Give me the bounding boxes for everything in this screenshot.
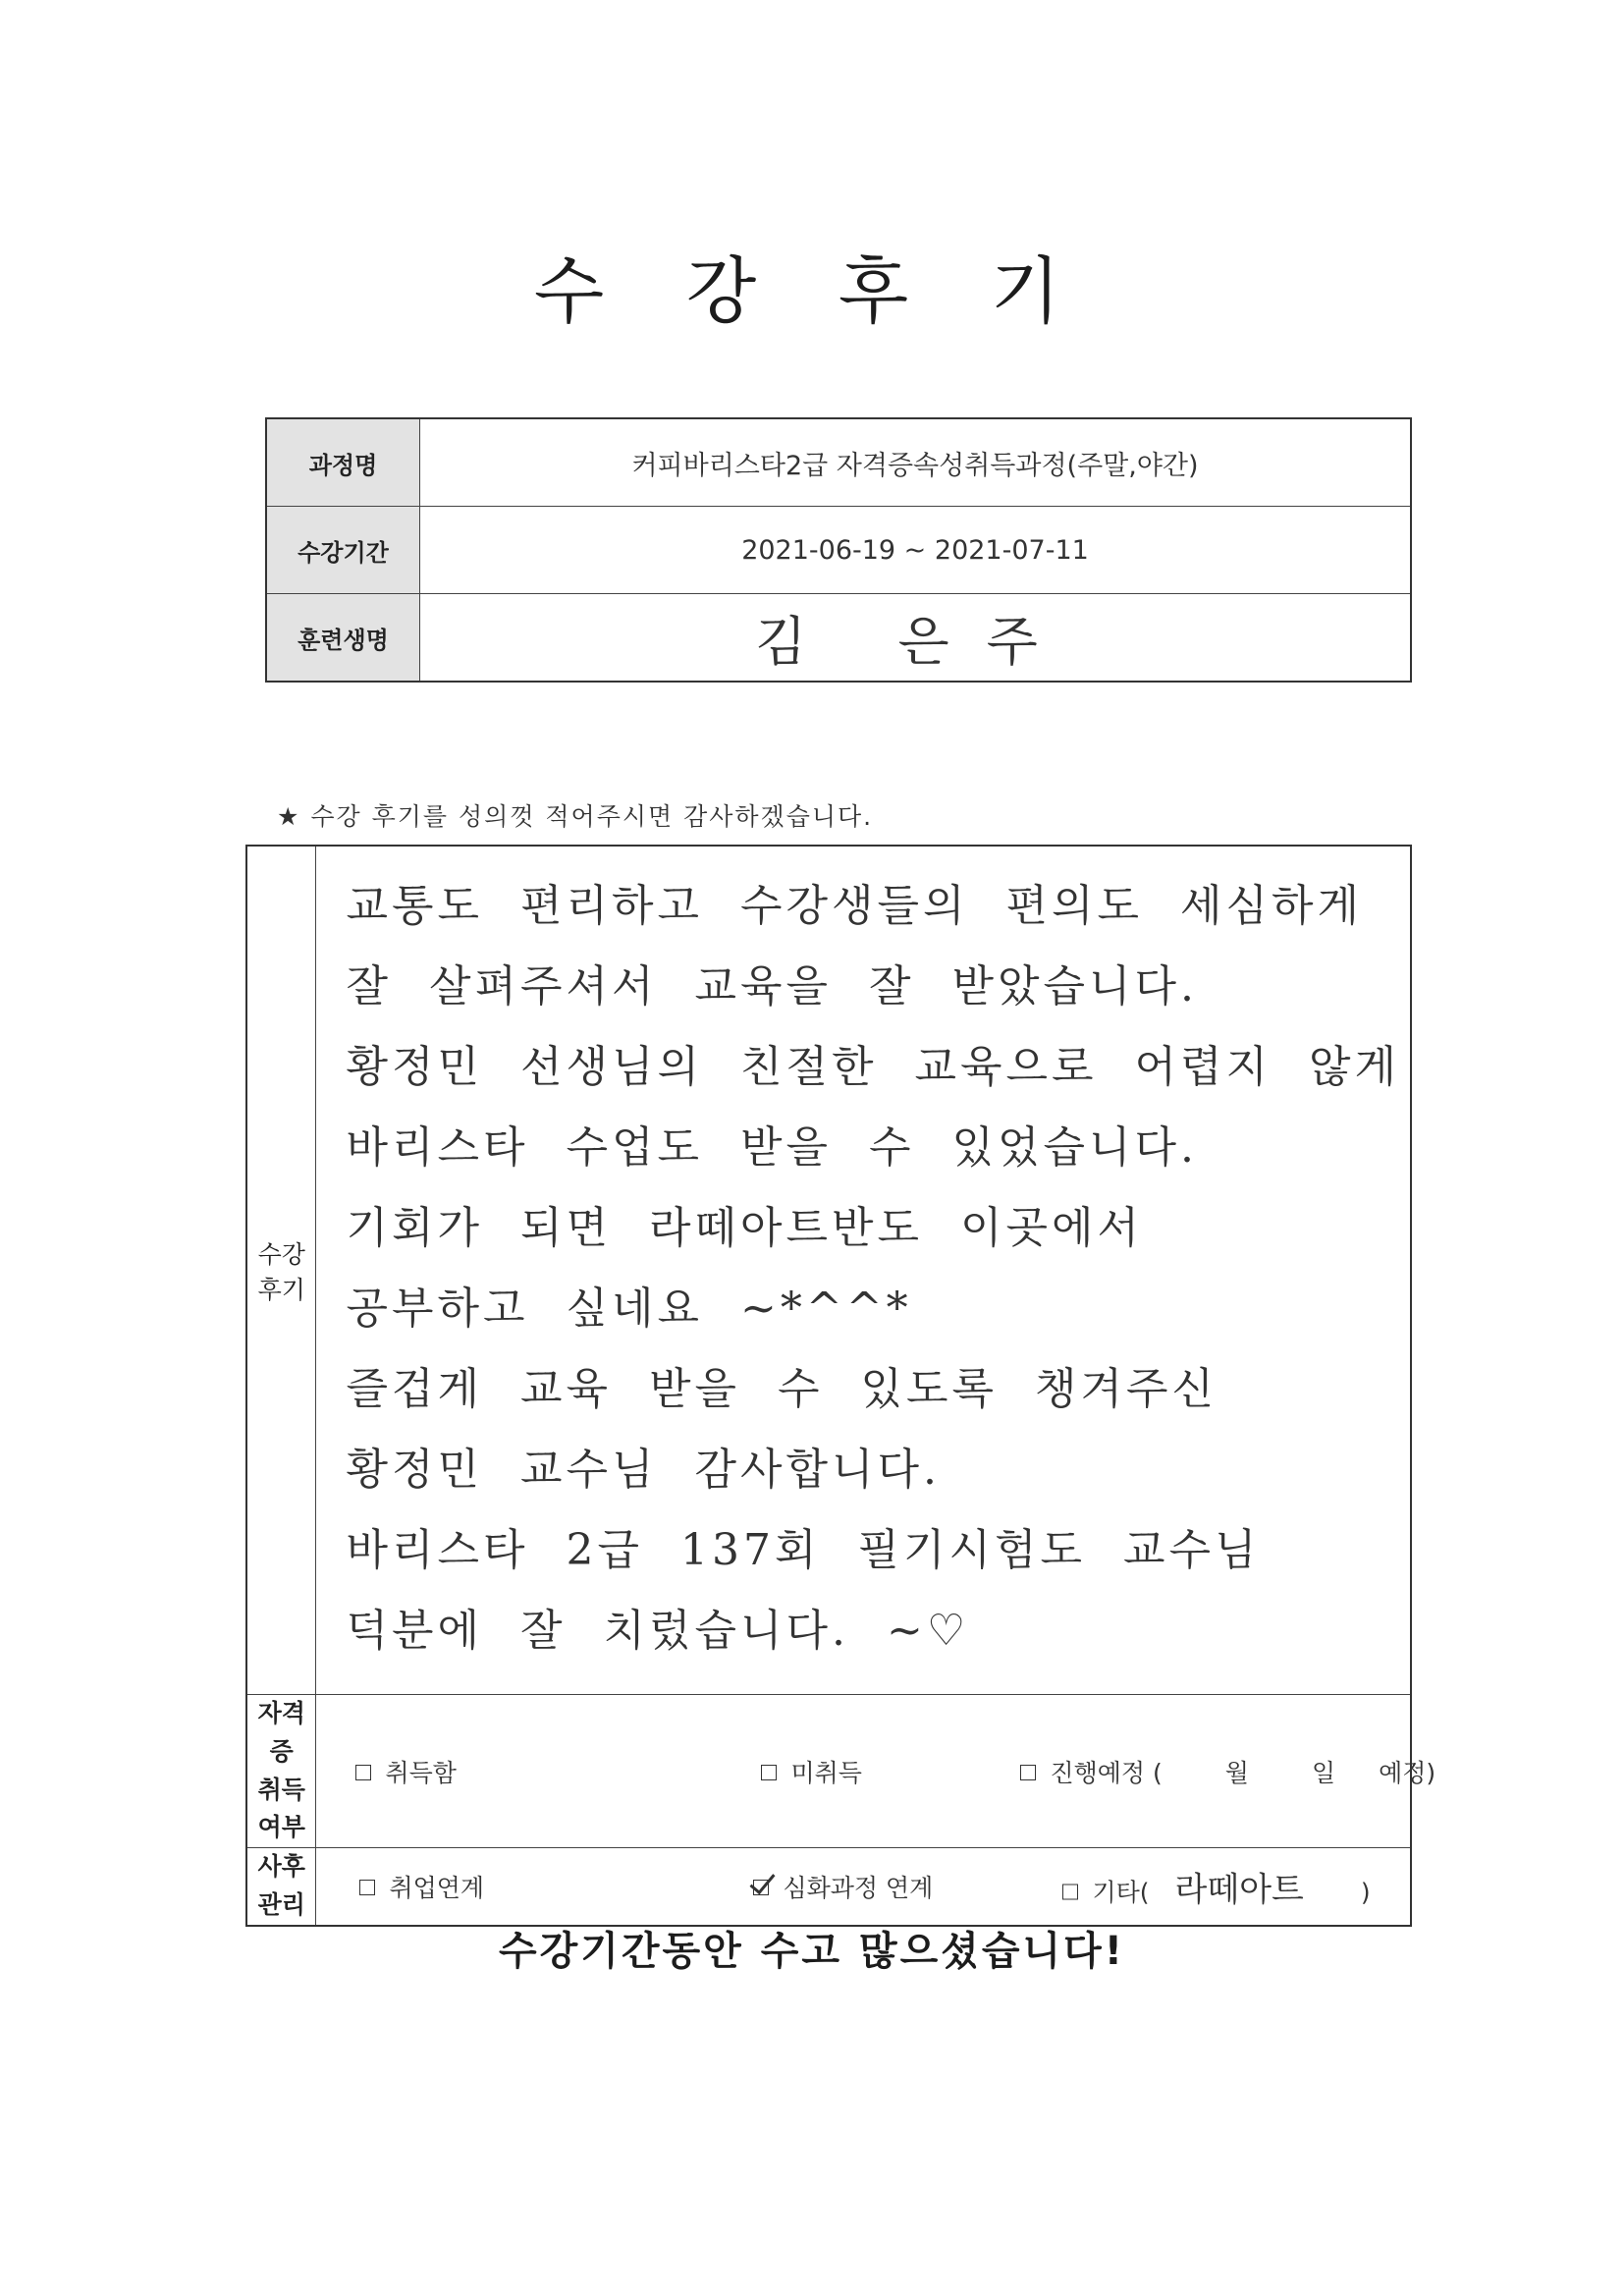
review-line: 바리스타 2급 137회 필기시험도 교수님 <box>346 1525 1261 1575</box>
checkbox-icon[interactable] <box>761 1765 777 1780</box>
review-label: 수강후기 <box>246 846 316 1695</box>
after-option-advanced[interactable] <box>753 1869 933 1904</box>
period-label: 수강기간 <box>266 507 420 594</box>
cert-option-not-acquired-label: 미취득 <box>790 1758 862 1787</box>
after-option-advanced-label: 심화과정 연계 <box>783 1873 934 1902</box>
review-line: 즐겁게 교육 받을 수 있도록 챙겨주신 <box>346 1364 1218 1414</box>
cert-label-line1: 자격증 <box>257 1699 305 1766</box>
checkbox-icon[interactable] <box>1062 1884 1078 1899</box>
review-line: 덕분에 잘 치렀습니다. ~♡ <box>346 1606 970 1656</box>
course-info-table <box>265 417 1412 683</box>
review-line: 잘 살펴주셔서 교육을 잘 받았습니다. <box>346 961 1198 1011</box>
cert-options <box>316 1695 1436 1848</box>
cert-option-scheduled-prefix: 진행예정 ( <box>1050 1758 1163 1787</box>
closing-message: 수강기간동안 수고 많으셨습니다! <box>498 1929 1126 1974</box>
document-title: 수 강 후 기 <box>533 249 1091 334</box>
cert-label-line2: 취득여부 <box>257 1775 305 1842</box>
after-option-other[interactable] <box>1062 1862 1370 1910</box>
review-line: 황정민 교수님 감사합니다. <box>346 1445 941 1495</box>
cert-option-acquired[interactable] <box>355 1754 456 1789</box>
review-line: 황정민 선생님의 친절한 교육으로 어렵지 않게 <box>346 1042 1400 1092</box>
review-line: 기회가 되면 라떼아트반도 이곳에서 <box>346 1203 1144 1253</box>
review-line: 교통도 편리하고 수강생들의 편의도 세심하게 <box>346 881 1364 931</box>
trainee-label: 훈련생명 <box>266 594 420 683</box>
cert-option-day: 일 <box>1311 1758 1336 1787</box>
checkbox-icon[interactable] <box>355 1765 371 1780</box>
review-table <box>245 845 1436 1927</box>
cert-option-acquired-label: 취득함 <box>385 1758 457 1787</box>
cert-option-scheduled[interactable] <box>1020 1754 1435 1789</box>
checkbox-icon[interactable] <box>1020 1765 1036 1780</box>
after-care-label: 사후관리 <box>246 1848 316 1926</box>
review-body <box>316 846 1411 1695</box>
after-option-other-suffix: ) <box>1360 1878 1371 1907</box>
after-option-other-value: 라떼아트 <box>1174 1870 1304 1910</box>
review-line: 공부하고 싶네요 ~*^^* <box>346 1284 912 1334</box>
checkbox-icon[interactable] <box>359 1880 375 1895</box>
checked-checkbox-icon[interactable] <box>753 1880 769 1895</box>
cert-option-scheduled-suffix: 예정) <box>1379 1758 1436 1787</box>
cert-option-month: 월 <box>1224 1758 1249 1787</box>
after-option-employment[interactable] <box>359 1869 484 1904</box>
course-value: 커피바리스타2급 자격증속성취득과정(주말,야간) <box>420 418 1412 507</box>
trainee-name: 김 은주 <box>420 594 1412 683</box>
cert-status-label <box>246 1695 316 1848</box>
after-care-options <box>316 1848 1411 1926</box>
period-value: 2021-06-19 ~ 2021-07-11 <box>420 507 1412 594</box>
after-option-employment-label: 취업연계 <box>389 1873 485 1902</box>
course-label: 과정명 <box>266 418 420 507</box>
instruction-note: ★ 수강 후기를 성의껏 적어주시면 감사하겠습니다. <box>277 802 874 831</box>
review-line: 바리스타 수업도 받을 수 있었습니다. <box>346 1122 1198 1173</box>
after-option-other-prefix: 기타( <box>1092 1878 1150 1907</box>
cert-option-not-acquired[interactable] <box>761 1754 861 1789</box>
